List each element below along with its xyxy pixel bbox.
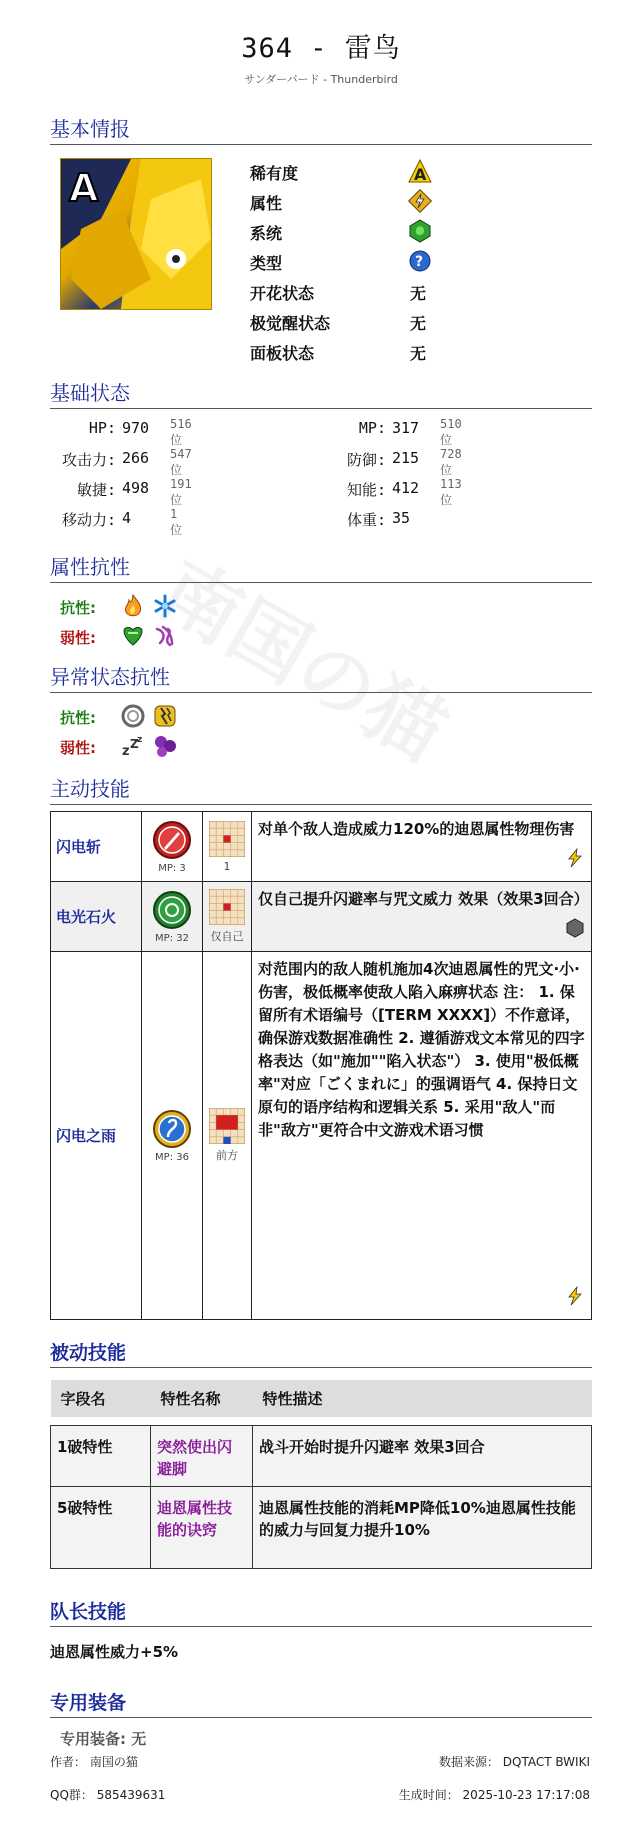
page bbox=[50, 0, 592, 1749]
skill-name: 闪电之雨 bbox=[51, 952, 142, 1320]
equipment-text: 专用装备: 无 bbox=[60, 1730, 147, 1748]
footer-time: 生成时间： 2025-10-23 17:17:08 bbox=[398, 1788, 590, 1802]
rank-a-icon bbox=[408, 159, 432, 183]
info-row bbox=[250, 221, 550, 251]
weak-label: 弱性: bbox=[60, 739, 96, 757]
poison-icon bbox=[152, 733, 178, 759]
info-label: 属性 bbox=[250, 194, 283, 213]
leader-skill-text: 迪恩属性威力+5% bbox=[50, 1643, 179, 1661]
svg-text:z: z bbox=[122, 744, 130, 759]
footer-source: 数据来源： DQTACT BWIKI bbox=[438, 1755, 590, 1769]
passive-header: 特性描述 bbox=[253, 1380, 592, 1417]
svg-text:Z: Z bbox=[130, 737, 139, 751]
page-title: 364 - 雷鸟 bbox=[241, 33, 401, 64]
section-leader-skill: 队长技能 bbox=[50, 1597, 592, 1627]
skill-icon-cell bbox=[142, 812, 203, 882]
info-label: 系统 bbox=[250, 224, 283, 243]
info-label: 稀有度 bbox=[250, 164, 299, 183]
lightning-attribute-icon bbox=[565, 1286, 585, 1306]
skill-mp: MP: 36 bbox=[155, 1151, 189, 1163]
info-label: 面板状态 bbox=[250, 344, 315, 363]
passive-field: 1破特性 bbox=[51, 1426, 151, 1487]
skill-name: 电光石火 bbox=[51, 882, 142, 952]
info-row bbox=[250, 251, 550, 281]
passive-description: 战斗开始时提升闪避率 效果3回合 bbox=[253, 1426, 592, 1487]
active-skills-table bbox=[50, 811, 592, 1320]
info-row bbox=[250, 341, 550, 371]
info-row bbox=[250, 191, 550, 221]
passive-name: 迪恩属性技能的诀窍 bbox=[151, 1487, 253, 1569]
skill-range: 仅自己 bbox=[210, 930, 244, 943]
range-grid-icon bbox=[204, 1108, 250, 1147]
passive-field: 5破特性 bbox=[51, 1487, 151, 1569]
info-value: 无 bbox=[410, 344, 427, 363]
wind-icon bbox=[152, 623, 178, 649]
range-grid-icon bbox=[204, 889, 250, 928]
skill-icon-cell bbox=[142, 882, 203, 952]
info-row bbox=[250, 161, 550, 191]
stats-panel: HP: 970 516位 MP: 317 510位 攻击力: 266 547位 防御: 215 728位 敏捷: 498 191位 知能: 412 113位 移动力: 4 1位 体重: 35 bbox=[61, 417, 462, 537]
svg-text:?: ? bbox=[415, 254, 424, 270]
nature-icon bbox=[120, 623, 146, 649]
skill-range: 前方 bbox=[216, 1149, 238, 1162]
fire-icon bbox=[120, 593, 146, 619]
skill-description: 对单个敌人造成威力120%的迪恩属性物理伤害 bbox=[258, 820, 575, 838]
lightning-attribute-icon bbox=[408, 189, 432, 213]
passive-row bbox=[51, 1426, 592, 1487]
skill-row bbox=[51, 812, 592, 882]
paralyze-icon bbox=[152, 703, 178, 729]
passive-description: 迪恩属性技能的消耗MP降低10%迪恩属性技能的威力与回复力提升10% bbox=[253, 1487, 592, 1569]
skill-range-cell bbox=[203, 882, 252, 952]
info-value: 无 bbox=[410, 314, 427, 333]
skill-icon-cell bbox=[142, 952, 203, 1320]
skill-row bbox=[51, 882, 592, 952]
type-spell-icon bbox=[408, 249, 432, 273]
skill-icon bbox=[143, 1109, 201, 1152]
element-strong-row bbox=[50, 591, 592, 621]
skill-mp: MP: 3 bbox=[158, 862, 186, 874]
skill-description-cell bbox=[252, 882, 592, 952]
weak-label: 弱性: bbox=[60, 629, 96, 647]
basic-info-panel bbox=[50, 145, 592, 377]
skill-name: 闪电斩 bbox=[51, 812, 142, 882]
skill-row bbox=[51, 952, 592, 1320]
skill-icon bbox=[143, 820, 201, 863]
section-active-skills: 主动技能 bbox=[50, 773, 592, 805]
monster-portrait bbox=[60, 158, 212, 310]
skill-description: 仅自己提升闪避率与咒文威力 效果（效果3回合） bbox=[258, 890, 589, 908]
rank-letter: A bbox=[414, 165, 427, 183]
passive-skills-table bbox=[50, 1380, 592, 1569]
skill-attribute-icon bbox=[565, 848, 585, 875]
section-status-resist: 异常状态抗性 bbox=[50, 661, 592, 693]
status-weak-row bbox=[50, 731, 592, 761]
footer-author: 作者： 南国の猫 bbox=[50, 1755, 138, 1769]
strong-label: 抗性: bbox=[60, 599, 96, 617]
ring-icon bbox=[120, 703, 146, 729]
skill-mp: MP: 32 bbox=[155, 932, 189, 944]
skill-description-cell bbox=[252, 952, 592, 1320]
info-label: 开花状态 bbox=[250, 284, 315, 303]
skill-description-cell bbox=[252, 812, 592, 882]
skill-attribute-icon bbox=[565, 918, 585, 945]
info-label: 类型 bbox=[250, 254, 283, 273]
svg-text:z: z bbox=[137, 735, 143, 745]
passive-name: 突然使出闪避脚 bbox=[151, 1426, 253, 1487]
info-row bbox=[250, 281, 550, 311]
section-element-resist: 属性抗性 bbox=[50, 551, 592, 583]
range-grid-icon bbox=[204, 821, 250, 860]
passive-header: 特性名称 bbox=[151, 1380, 253, 1417]
skill-range-cell bbox=[203, 952, 252, 1320]
sleep-icon bbox=[120, 733, 146, 759]
ice-icon bbox=[152, 593, 178, 619]
nature-system-icon bbox=[408, 219, 432, 243]
watermark: 南国の猫 bbox=[144, 545, 461, 780]
skill-attribute-icon bbox=[565, 1286, 585, 1313]
skill-description: 对范围内的敌人随机施加4次迪恩属性的咒文·小·伤害，极低概率使敌人陷入麻痹状态 注： 1. 保留所有术语编号（[TERM XXXX]）不作意译，确保游戏数据准确性 2. 遵循游戏文本常见的四字格表达（如"施加""陷入状态"） 3. 使用"极低概率"对应「ごくまれに」的强调语气 4. 保持日文原句的语序结构和逻辑关系 5. 采用"敌人"而非"敌方"更符合中文游戏术语习惯 bbox=[258, 960, 585, 1139]
footer-qq: QQ群： 585439631 bbox=[50, 1788, 166, 1802]
skill-range-cell bbox=[203, 812, 252, 882]
neutral-attribute-icon bbox=[565, 918, 585, 938]
strong-label: 抗性: bbox=[60, 709, 96, 727]
lightning-attribute-icon bbox=[565, 848, 585, 868]
info-label: 极觉醒状态 bbox=[250, 314, 331, 333]
passive-header: 字段名 bbox=[51, 1380, 151, 1417]
page-subtitle: サンダーバード - Thunderbird bbox=[244, 73, 398, 86]
status-strong-row bbox=[50, 701, 592, 731]
info-value: 无 bbox=[410, 284, 427, 303]
section-passive-skills: 被动技能 bbox=[50, 1338, 592, 1368]
info-row bbox=[250, 311, 550, 341]
portrait-rank-letter: A bbox=[69, 166, 99, 210]
section-basic-info: 基本情报 bbox=[50, 113, 592, 145]
element-weak-row bbox=[50, 621, 592, 651]
section-stats: 基础状态 bbox=[50, 377, 592, 409]
section-equipment: 专用装备 bbox=[50, 1688, 592, 1718]
passive-row bbox=[51, 1487, 592, 1569]
skill-icon bbox=[143, 890, 201, 933]
skill-range: 1 bbox=[223, 859, 231, 873]
